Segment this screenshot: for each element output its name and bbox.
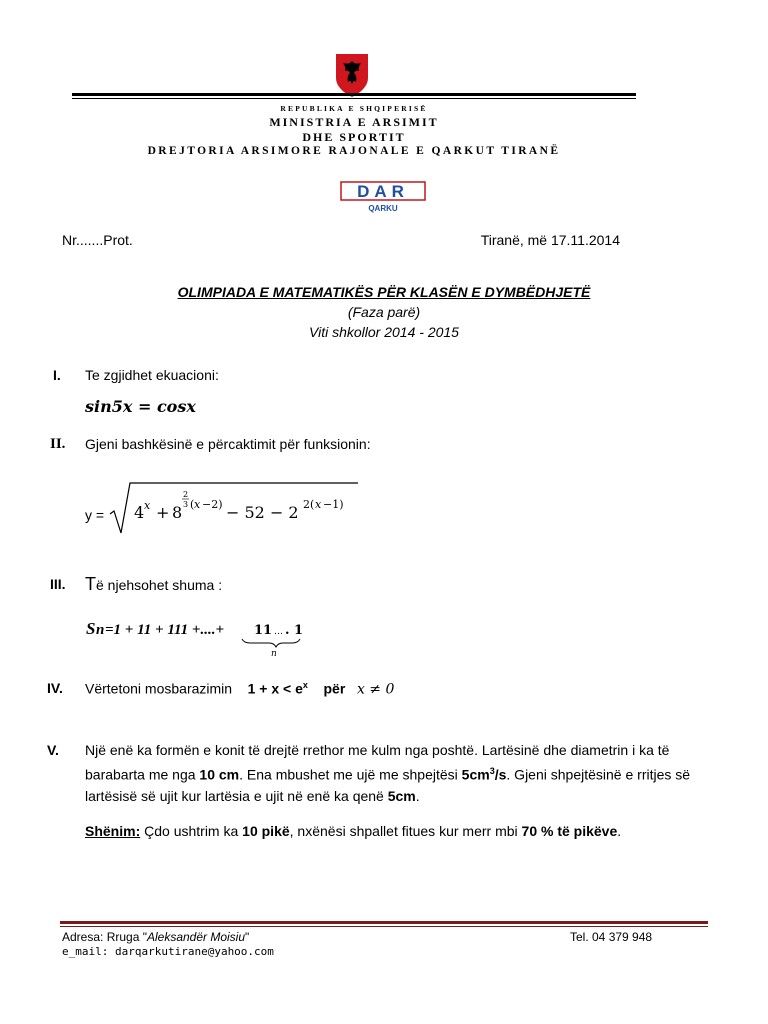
footer-rule-thin [60, 926, 708, 927]
question-4-text: Vërtetoni mosbarazimin [85, 680, 233, 697]
question-1-text: Te zgjidhet ekuacioni: [85, 367, 219, 383]
address-suffix: " [245, 930, 250, 944]
question-5-text-d: . [415, 787, 420, 804]
svg-text:x: x [144, 499, 151, 512]
ministry-name-line2: DHE SPORTIT [302, 130, 406, 144]
note-points: 10 pikë [242, 823, 290, 839]
footer-email: e_mail: darqarkutirane@yahoo.com [62, 945, 274, 958]
question-3-text-rest: ë njehsohet shuma : [96, 577, 223, 593]
question-4-connector: për [323, 680, 346, 697]
svg-text:−1): −1) [323, 498, 344, 511]
note-threshold: 70 % të pikëve [521, 823, 618, 839]
svg-text:8: 8 [172, 503, 183, 522]
svg-text:S: S [86, 619, 96, 638]
question-5-rate-value: 5cm [461, 766, 490, 783]
question-2-formula-prefix: y = [85, 507, 105, 523]
document-title: OLIMPIADA E MATEMATIKËS PËR KLASËN E DYMBËDHJETË [177, 284, 591, 300]
question-3-sum-formula [84, 612, 314, 658]
question-5-height-value: 10 cm [199, 766, 240, 783]
footer-phone: Tel. 04 379 948 [570, 930, 653, 944]
svg-text:−2): −2) [202, 498, 223, 511]
dar-logo-subtext: QARKU [368, 204, 398, 213]
question-3-text [85, 574, 222, 595]
svg-text:n: n [96, 622, 105, 638]
address-street-name: Aleksandër Moisiu [146, 930, 246, 944]
note-label: Shënim: [85, 823, 141, 839]
svg-text:=1 + 11 + 111 +....+: =1 + 11 + 111 +....+ [105, 622, 225, 638]
footer-rule-thick [60, 921, 708, 924]
question-5-text-a: Një enë ka formën e konit të drejtë rrethor me kulm nga poshtë. Lartësinë dhe diametrin i ka të barabarta me nga [85, 742, 670, 783]
ministry-name-line1: MINISTRIA E ARSIMIT [269, 115, 439, 129]
svg-text:11: 11 [254, 623, 273, 638]
svg-text:(: ( [190, 498, 195, 511]
question-4-condition: x ≠ 0 [356, 681, 395, 698]
question-3-text-initial: T [85, 574, 96, 594]
place-date: Tiranë, më 17.11.2014 [480, 232, 620, 248]
question-5-text-c: . Gjeni shpejtësinë e rritjes së lartësisë së ujit kur lartësia e ujit në enë ka qenë [85, 766, 691, 804]
question-2-text: Gjeni bashkësinë e përcaktimit për funksionin: [85, 436, 371, 452]
question-5-rate-unit: /s [494, 766, 507, 783]
albanian-emblem-icon [333, 52, 371, 98]
svg-text:. 1: . 1 [285, 623, 304, 638]
header-rule-thin [72, 98, 636, 99]
question-2-radical-formula [108, 478, 368, 538]
directorate-name: DREJTORIA ARSIMORE RAJONALE E QARKUT TIRANË [147, 145, 561, 157]
svg-text:2: 2 [183, 490, 189, 499]
question-5-text-b: . Ena mbushet me ujë me shpejtësi [239, 766, 462, 783]
svg-text:4: 4 [134, 503, 145, 522]
svg-text:+: + [156, 503, 170, 522]
question-1-number: I. [53, 367, 61, 383]
question-4-number: IV. [47, 680, 63, 696]
grading-note [85, 823, 621, 839]
note-text-c: . [617, 823, 622, 839]
question-5-text [85, 740, 725, 807]
svg-text:2(: 2( [303, 498, 315, 511]
question-5-water-height: 5cm [387, 787, 416, 804]
svg-text:x: x [315, 498, 322, 511]
question-5-rate-exponent: 3 [489, 766, 495, 776]
question-1-formula: sin5x = cosx [85, 397, 196, 416]
svg-text:…: … [274, 627, 283, 637]
footer-address [62, 930, 249, 944]
svg-text:− 52 − 2: − 52 − 2 [226, 503, 299, 522]
question-4-line [85, 680, 394, 698]
school-year: Viti shkollor 2014 - 2015 [309, 324, 459, 340]
dar-logo [339, 178, 429, 214]
question-5-number: V. [47, 742, 59, 758]
svg-text:n: n [271, 649, 277, 658]
question-2-number: II. [50, 436, 66, 452]
address-prefix: Adresa: Rruga " [62, 930, 147, 944]
note-text-b: , nxënësi shpallet fitues kur merr mbi [289, 823, 522, 839]
question-4-exponent: x [302, 680, 308, 690]
header-rule-thick [72, 93, 636, 96]
question-3-number: III. [50, 576, 66, 592]
protocol-number: Nr.......Prot. [62, 232, 133, 248]
document-phase: (Faza parë) [347, 304, 421, 320]
question-4-formula: 1 + x < e [247, 680, 303, 697]
svg-text:3: 3 [183, 500, 189, 509]
note-text-a: Çdo ushtrim ka [140, 823, 243, 839]
svg-text:x: x [194, 498, 201, 511]
republic-name: REPUBLIKA E SHQIPERISË [280, 104, 428, 113]
dar-logo-text: DAR [357, 182, 409, 201]
